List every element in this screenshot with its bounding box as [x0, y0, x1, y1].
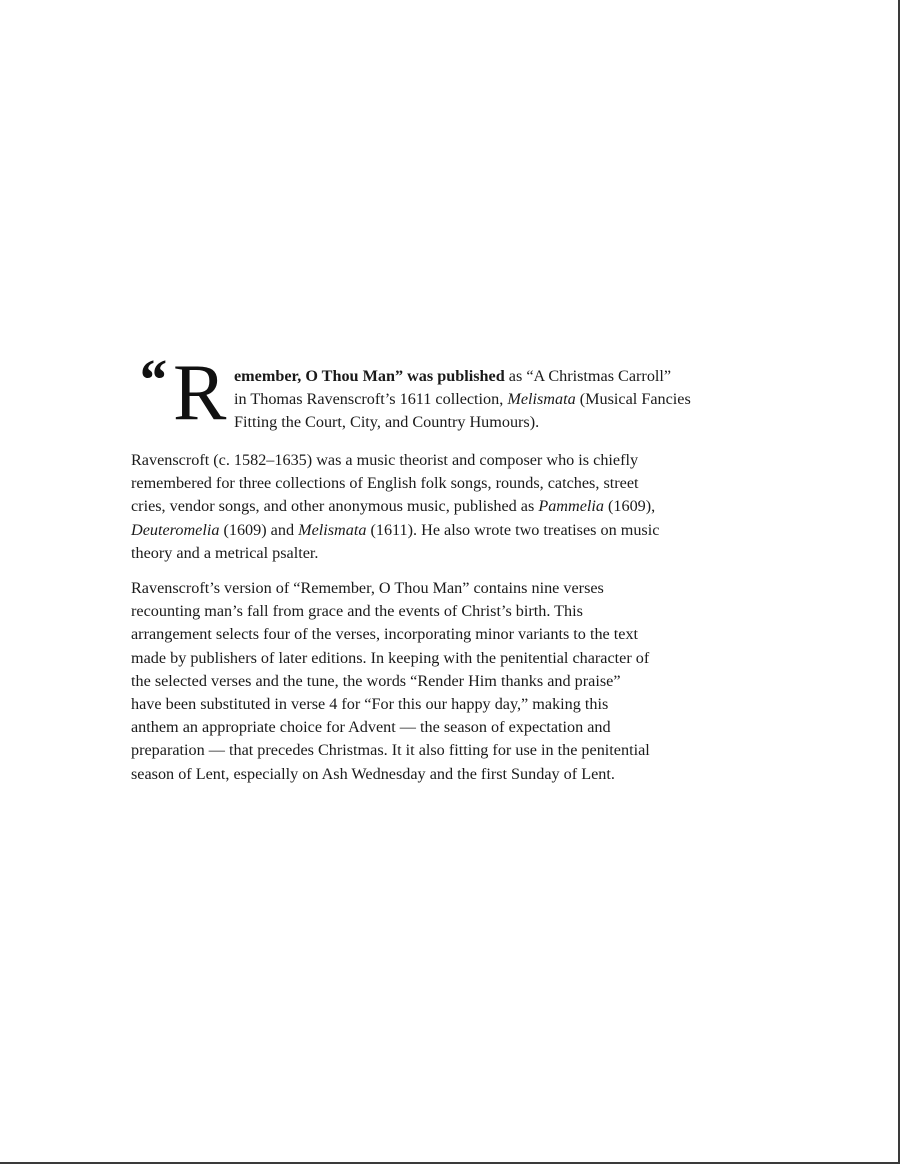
bio-line-5: theory and a metrical psalter.: [131, 543, 319, 562]
notes-line: preparation — that precedes Christmas. It it also fitting for use in the penitential: [131, 741, 650, 760]
intro-line-2: [234, 388, 779, 411]
bio-line-4-b: (1611). He also wrote two treatises on music: [366, 520, 660, 539]
intro-bold-lead: emember, O Thou Man” was published: [234, 367, 505, 385]
drop-cap-letter: R: [173, 349, 227, 437]
intro-line-2-a: in Thomas Ravenscroft’s 1611 collection,: [234, 390, 508, 409]
drop-cap: [131, 347, 235, 437]
bio-line-3-italic: Pammelia: [538, 497, 604, 516]
notes-line: anthem an appropriate choice for Advent — the season of expectation and: [131, 718, 611, 737]
notes-line: made by publishers of later editions. In keeping with the penitential character of: [131, 648, 650, 667]
notes-line: season of Lent, especially on Ash Wednesday and the first Sunday of Lent.: [131, 764, 615, 783]
bio-line-3-a: cries, vendor songs, and other anonymous music, published as: [131, 497, 539, 516]
bio-line-4-italic-1: Deuteromelia: [131, 520, 220, 539]
notes-line: have been substituted in verse 4 for “For this our happy day,” making this: [131, 695, 609, 714]
intro-text: [234, 365, 779, 435]
paragraph-ravenscroft-bio: [131, 449, 776, 565]
intro-line-2-italic: Melismata: [507, 390, 576, 409]
bio-line-3-b: (1609),: [603, 497, 656, 516]
notes-line: Ravenscroft’s version of “Remember, O Thou Man” contains nine verses: [131, 579, 604, 598]
intro-line-1-rest: as “A Christmas Carroll”: [504, 367, 672, 385]
drop-cap-quote-mark: “: [137, 347, 166, 412]
intro-line-3: Fitting the Court, City, and Country Humours).: [234, 413, 540, 432]
paragraph-arrangement-notes: [131, 577, 776, 786]
intro-paragraph: [131, 347, 776, 437]
bio-line-4-a: (1609) and: [219, 520, 299, 539]
intro-line-2-b: (Musical Fancies: [575, 390, 691, 409]
bio-line-4: [131, 519, 776, 542]
bio-line-1: Ravenscroft (c. 1582–1635) was a music theorist and composer who is chiefly: [131, 451, 639, 469]
bio-line-4-italic-2: Melismata: [298, 520, 367, 539]
notes-line: arrangement selects four of the verses, incorporating minor variants to the text: [131, 625, 639, 644]
intro-line-1: [234, 365, 779, 388]
bio-line-2: remembered for three collections of English folk songs, rounds, catches, street: [131, 474, 639, 493]
bio-line-3: [131, 495, 776, 518]
document-body: [131, 347, 776, 798]
notes-line: recounting man’s fall from grace and the events of Christ’s birth. This: [131, 602, 583, 621]
notes-line: the selected verses and the tune, the words “Render Him thanks and praise”: [131, 671, 621, 690]
